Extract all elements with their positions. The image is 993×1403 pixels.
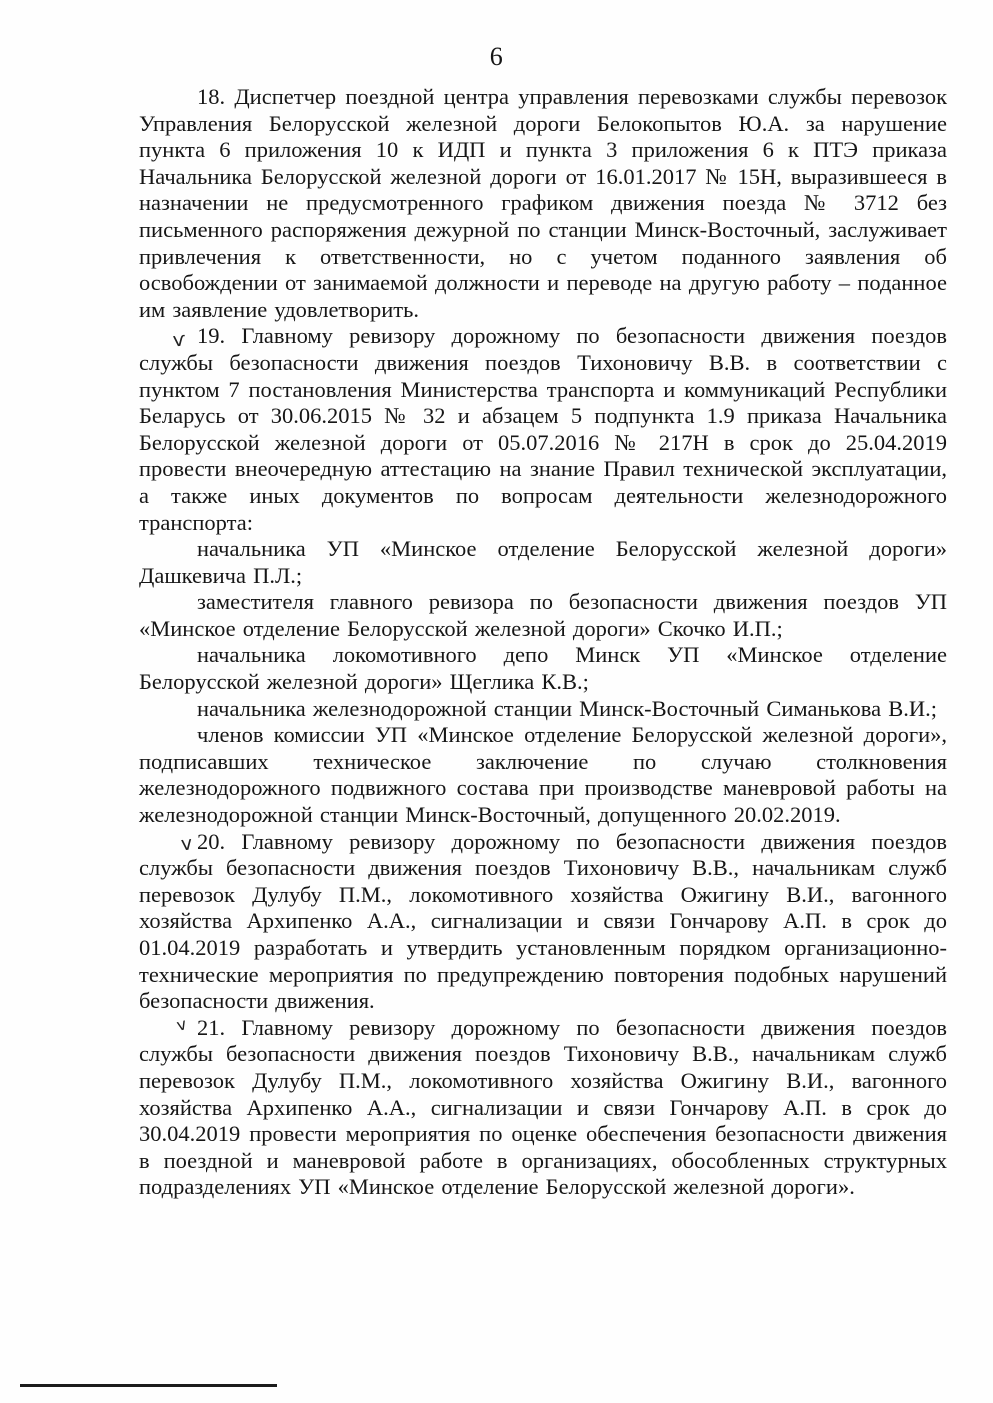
paragraph-item-21 (139, 1015, 947, 1201)
footnote-separator-line (20, 1384, 277, 1387)
paragraph-text: 20. Главному ревизору дорожному по безопасности движения поездов службы безопасности движения поездов Тихоновичу В.В., начальникам служб перевозок Дулубу П.М., локомотивного хозяйства Ожигину В.И., вагонного хозяйства Архипенко А.А., сигнализации и связи Гончарову А.П. в срок до 01.04.2019 разработать и утвердить установленным порядком организационно-технические мероприятия по предупреждению повторения подобных нарушений безопасности движения. (139, 828, 947, 1014)
list-item-station-head (139, 696, 947, 723)
list-item-locomotive-depot-head (139, 642, 947, 695)
paragraph-item-20 (139, 829, 947, 1015)
paragraph-text: 19. Главному ревизору дорожному по безопасности движения поездов службы безопасности движения поездов Тихоновичу В.В. в соответствии с пунктом 7 постановления Министерства транспорта и коммуникаций Республики Беларусь от 30.06.2015 № 32 и абзацем 5 подпункта 1.9 приказа Начальника Белорусской железной дороги от 05.07.2016 № 217Н в срок до 25.04.2019 провести внеочередную аттестацию на знание Правил технической эксплуатации, а также иных документов по вопросам деятельности железнодорожного транспорта: (139, 323, 947, 535)
document-body (139, 84, 947, 1201)
paragraph-text: начальника железнодорожной станции Минск-Восточный Симанькова В.И.; (197, 695, 937, 721)
paragraph-text: 18. Диспетчер поездной центра управления перевозками службы перевозок Управления Белорусской железной дороги Белокопытов Ю.А. за нарушение пункта 6 приложения 10 к ИДП и пункта 3 приложения 6 к ПТЭ приказа Начальника Белорусской железной дороги от 16.01.2017 № 15Н, выразившееся в назначении не предусмотренного графиком движения поезда № 3712 без письменного распоряжения дежурной по станции Минск-Восточный, заслуживает привлечения к ответственности, но с учетом поданного заявления об освобождении от занимаемой должности и переводе на другую работу – поданное им заявление удовлетворить. (139, 84, 947, 322)
paragraph-item-18 (139, 84, 947, 323)
list-item-commission-members (139, 722, 947, 828)
page-number: 6 (489, 42, 504, 71)
paragraph-text: заместителя главного ревизора по безопасности движения поездов УП «Минское отделение Белорусской железной дороги» Скочко И.П.; (139, 589, 947, 641)
handwritten-tick-icon: v (179, 832, 194, 856)
paragraph-text: членов комиссии УП «Минское отделение Белорусской железной дороги», подписавших техническое заключение по случаю столкновения железнодорожного подвижного состава при производстве маневровой работы на железнодорожной станции Минск-Восточный, допущенного 20.02.2019. (139, 722, 947, 828)
paragraph-text: 21. Главному ревизору дорожному по безопасности движения поездов службы безопасности движения поездов Тихоновичу В.В., начальникам служб перевозок Дулубу П.М., локомотивного хозяйства Ожигину В.И., вагонного хозяйства Архипенко А.А., сигнализации и связи Гончарову А.П. в срок до 30.04.2019 провести мероприятия по оценке обеспечения безопасности движения в поездной и маневровой работе в организациях, обособленных структурных подразделениях УП «Минское отделение Белорусской железной дороги». (139, 1014, 947, 1200)
paragraph-item-19 (139, 323, 947, 536)
list-item-head-of-minsk-branch (139, 536, 947, 589)
handwritten-tick-icon: ѵ (171, 328, 187, 352)
handwritten-tick-icon: v (174, 1013, 189, 1035)
paragraph-text: начальника УП «Минское отделение Белорусской железной дороги» Дашкевича П.Л.; (139, 536, 947, 588)
list-item-deputy-chief-auditor (139, 589, 947, 642)
paragraph-text: начальника локомотивного депо Минск УП «Минское отделение Белорусской железной дороги» Щеглика К.В.; (139, 642, 947, 695)
